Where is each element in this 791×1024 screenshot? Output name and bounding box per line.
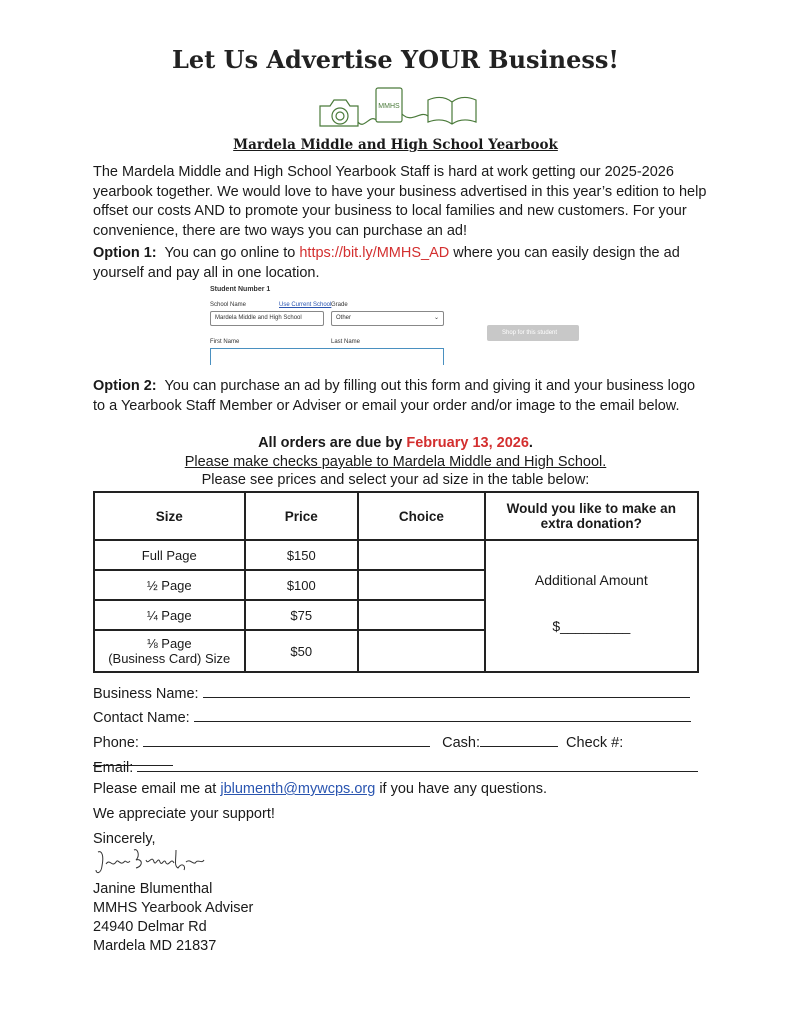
signer-title: MMHS Yearbook Adviser [93, 900, 254, 916]
choice-header: Choice [358, 492, 485, 540]
contact-email-link[interactable]: jblumenth@mywcps.org [220, 781, 376, 797]
phone-row [93, 732, 703, 752]
price-cell: $50 [245, 630, 359, 672]
contact-line: Please email me at jblumenth@mywcps.org if you have any questions. [93, 781, 547, 797]
choice-cell[interactable] [358, 630, 485, 672]
camera-icon [320, 100, 358, 126]
business-name-field[interactable] [203, 683, 690, 698]
form-heading: Student Number 1 [210, 286, 271, 293]
intro-paragraph: The Mardela Middle and High School Yearbook Staff is hard at work getting our 2025-2026 yearbook together. We would love to have your business advertised in this year’s edition to help offset our costs AND to promote your business to local families and new customers. For your convenience, there are two ways you can purchase an ad! [93, 164, 707, 239]
contact-name-row [93, 707, 703, 727]
donation-cell[interactable] [485, 540, 698, 672]
page-title: Let Us Advertise YOUR Business! [172, 45, 619, 74]
option-1-text-after: where you can easily design the ad yourself and pay all in one location. [93, 245, 680, 281]
signer-street: 24940 Delmar Rd [93, 919, 207, 935]
price-cell: $150 [245, 540, 359, 570]
contact-name-field[interactable] [194, 707, 691, 722]
donation-header: Would you like to make an extra donation? [485, 492, 698, 540]
appreciate-line: We appreciate your support! [93, 806, 275, 822]
size-header: Size [94, 492, 245, 540]
name-input-outline [210, 348, 444, 365]
due-date-line: All orders are due by February 13, 2026. [258, 435, 533, 451]
checks-line: Please make checks payable to Mardela Middle and High School. [184, 454, 607, 470]
price-cell: $75 [245, 600, 359, 630]
email-field[interactable] [137, 757, 698, 772]
check-label: Check #: [566, 735, 624, 751]
option-2-label: Option 2: [93, 378, 157, 394]
phone-field[interactable] [143, 732, 430, 747]
online-form-screenshot [205, 286, 585, 364]
grade-select: Other ⌄ [331, 311, 444, 326]
prices-line: Please see prices and select your ad size in the table below: [201, 472, 590, 488]
option-1 [93, 244, 713, 283]
price-header: Price [245, 492, 359, 540]
contact-name-label: Contact Name: [93, 710, 190, 726]
school-name-label: School Name [210, 302, 247, 308]
option-2-text: You can purchase an ad by filling out this form and giving it and your business logo to a Yearbook Staff Member or Adviser or email your order and/or image to the email below. [93, 378, 696, 414]
subtitle: Mardela Middle and High School Yearbook [233, 137, 558, 153]
choice-cell[interactable] [358, 600, 485, 630]
ad-size-table [93, 491, 699, 673]
size-cell: ½ Page [94, 570, 245, 600]
open-book-icon [428, 97, 476, 124]
sincerely: Sincerely, [93, 831, 156, 847]
email-row [93, 757, 703, 777]
email-label: Email: [93, 760, 134, 776]
mmhs-label: MMHS [378, 103, 400, 110]
size-cell: Full Page [94, 540, 245, 570]
use-current-school-link: Use Current School [279, 302, 332, 308]
signer-block [93, 880, 713, 956]
size-cell: ¼ Page [94, 600, 245, 630]
size-cell: ⅛ Page (Business Card) Size [94, 630, 245, 672]
chevron-down-icon: ⌄ [433, 315, 439, 321]
additional-amount-label: Additional Amount [534, 572, 648, 588]
cash-field[interactable] [480, 732, 558, 747]
cash-label: Cash: [442, 735, 480, 751]
option-2 [93, 377, 703, 416]
option-1-label: Option 1: [93, 245, 157, 261]
first-name-label: First Name [210, 339, 240, 345]
yearbook-illustration [312, 84, 482, 134]
business-name-label: Business Name: [93, 686, 199, 702]
option-1-url[interactable]: https://bit.ly/MMHS_AD [299, 245, 450, 261]
signer-city: Mardela MD 21837 [93, 938, 217, 954]
choice-cell[interactable] [358, 540, 485, 570]
business-name-row [93, 683, 703, 703]
phone-label: Phone: [93, 735, 139, 751]
table-row [94, 540, 698, 570]
due-date: February 13, 2026 [406, 435, 529, 451]
option-1-text: You can go online to [164, 245, 296, 261]
grade-label: Grade [331, 302, 348, 308]
last-name-label: Last Name [331, 339, 361, 345]
price-cell: $100 [245, 570, 359, 600]
additional-amount-field: $_________ [552, 618, 631, 634]
choice-cell[interactable] [358, 570, 485, 600]
shop-button: Shop for this student [487, 325, 579, 341]
signature [94, 846, 212, 878]
signer-name: Janine Blumenthal [93, 881, 213, 897]
school-select: Mardela Middle and High School [210, 311, 324, 326]
